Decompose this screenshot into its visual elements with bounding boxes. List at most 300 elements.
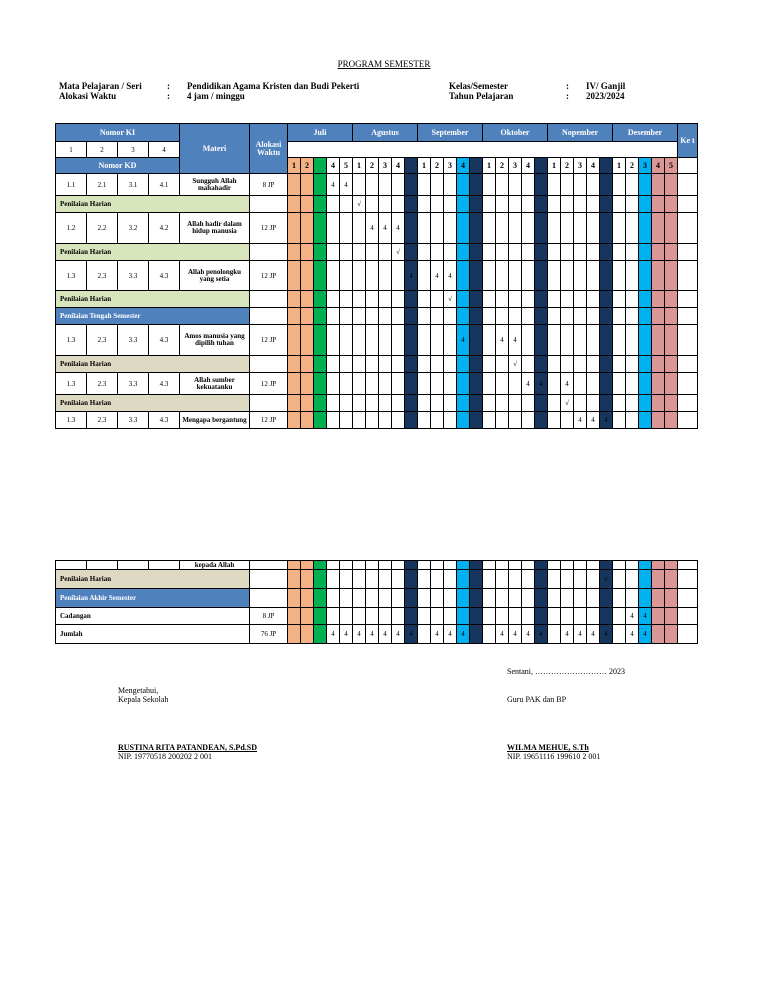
week-cell	[314, 174, 327, 196]
week-cell	[314, 589, 327, 608]
table-row	[56, 244, 698, 261]
week-cell	[340, 196, 353, 213]
kd-number: 3.3	[118, 412, 149, 429]
week-cell	[392, 412, 405, 429]
week-cell	[665, 625, 678, 644]
ki-number: 2	[87, 142, 118, 158]
week-cell	[548, 196, 561, 213]
ki-number: 3	[118, 142, 149, 158]
table-row	[56, 356, 698, 373]
week-cell	[405, 412, 418, 429]
week-cell	[548, 570, 561, 589]
week-cell	[314, 196, 327, 213]
week-cell	[483, 395, 496, 412]
week-cell	[587, 261, 600, 291]
kepala-sekolah-nip: NIP. 19770518 200202 2 001	[118, 752, 213, 761]
week-cell	[652, 213, 665, 244]
week-cell	[652, 395, 665, 412]
alokasi-cell	[250, 570, 288, 589]
kd-number: 4.3	[149, 261, 180, 291]
week-cell	[301, 196, 314, 213]
week-cell	[379, 196, 392, 213]
week-cell	[535, 325, 548, 356]
week-cell	[366, 561, 379, 570]
kelas-value: IV/ Ganjil	[586, 81, 626, 91]
alokasi-cell: 12 JP	[250, 261, 288, 291]
week-cell	[327, 308, 340, 325]
kd-number: 1.3	[56, 261, 87, 291]
week-cell	[405, 561, 418, 570]
week-cell	[587, 291, 600, 308]
week-cell	[587, 356, 600, 373]
week-cell: 4	[431, 625, 444, 644]
week-cell	[314, 244, 327, 261]
week-cell	[444, 589, 457, 608]
week-cell	[652, 244, 665, 261]
week-cell	[626, 356, 639, 373]
week-number: 2	[626, 158, 639, 174]
week-cell	[613, 325, 626, 356]
week-cell	[392, 261, 405, 291]
week-cell	[483, 261, 496, 291]
week-cell	[535, 356, 548, 373]
week-cell	[626, 291, 639, 308]
week-cell	[626, 561, 639, 570]
colon: :	[566, 81, 569, 91]
week-cell: 4	[600, 625, 613, 644]
week-cell	[340, 356, 353, 373]
kd-number: 4.3	[149, 412, 180, 429]
week-cell: 4	[327, 174, 340, 196]
ket-cell	[678, 244, 698, 261]
ket-cell	[678, 608, 698, 625]
week-cell	[561, 570, 574, 589]
week-cell: 4	[639, 625, 652, 644]
week-cell	[574, 308, 587, 325]
week-cell	[496, 570, 509, 589]
week-cell	[535, 291, 548, 308]
week-cell	[639, 213, 652, 244]
week-cell	[470, 244, 483, 261]
week-number: 2	[301, 158, 314, 174]
week-cell	[340, 570, 353, 589]
week-number: 4	[327, 158, 340, 174]
program-semester-table-continued	[55, 560, 698, 644]
week-cell	[418, 395, 431, 412]
week-cell	[613, 291, 626, 308]
kd-number: 1.2	[56, 213, 87, 244]
alokasi-label: Alokasi Waktu	[59, 91, 117, 101]
week-cell	[301, 373, 314, 395]
week-cell	[431, 196, 444, 213]
week-cell	[457, 244, 470, 261]
week-cell	[600, 308, 613, 325]
week-cell	[496, 261, 509, 291]
week-cell	[665, 291, 678, 308]
week-cell	[652, 625, 665, 644]
week-cell	[626, 174, 639, 196]
week-cell	[600, 608, 613, 625]
week-cell	[561, 589, 574, 608]
week-cell	[470, 608, 483, 625]
week-cell	[496, 608, 509, 625]
week-cell	[457, 373, 470, 395]
week-cell	[431, 395, 444, 412]
week-cell	[405, 291, 418, 308]
week-cell	[652, 174, 665, 196]
week-cell	[574, 174, 587, 196]
week-cell	[405, 589, 418, 608]
week-cell	[288, 196, 301, 213]
week-cell	[392, 395, 405, 412]
week-cell	[535, 589, 548, 608]
table-row	[56, 570, 698, 589]
week-cell	[327, 356, 340, 373]
week-cell	[548, 373, 561, 395]
week-cell	[496, 561, 509, 570]
week-cell	[665, 261, 678, 291]
week-cell	[314, 356, 327, 373]
week-cell: 4	[457, 625, 470, 644]
week-cell: 4	[392, 625, 405, 644]
week-cell	[392, 174, 405, 196]
week-cell	[353, 570, 366, 589]
week-cell	[561, 213, 574, 244]
week-cell	[548, 261, 561, 291]
week-cell	[444, 213, 457, 244]
week-cell	[600, 244, 613, 261]
week-cell	[418, 308, 431, 325]
week-cell	[483, 570, 496, 589]
week-cell	[639, 244, 652, 261]
colon: :	[566, 91, 569, 101]
week-cell	[574, 395, 587, 412]
week-cell: 4	[405, 261, 418, 291]
table-row	[56, 291, 698, 308]
month-header: Oktober	[483, 124, 548, 142]
week-cell	[340, 608, 353, 625]
week-cell	[548, 395, 561, 412]
materi-cell: kepada Allah	[180, 561, 250, 570]
week-cell	[522, 395, 535, 412]
week-cell	[431, 570, 444, 589]
week-cell	[288, 608, 301, 625]
week-cell: √	[392, 244, 405, 261]
ket-cell	[678, 291, 698, 308]
alokasi-value: 4 jam / minggu	[187, 91, 245, 101]
week-cell	[366, 196, 379, 213]
week-cell	[652, 356, 665, 373]
week-cell	[496, 213, 509, 244]
week-cell	[613, 395, 626, 412]
ket-header: Ke t	[678, 124, 698, 158]
week-cell	[327, 412, 340, 429]
week-cell	[600, 356, 613, 373]
kd-number: 2.3	[87, 325, 118, 356]
week-cell	[522, 291, 535, 308]
week-cell	[652, 373, 665, 395]
week-cell	[366, 570, 379, 589]
week-cell	[483, 196, 496, 213]
kd-number: 2.3	[87, 373, 118, 395]
week-number: 4	[457, 158, 470, 174]
week-cell	[444, 412, 457, 429]
month-header: Nopember	[548, 124, 613, 142]
week-cell	[431, 561, 444, 570]
week-cell	[470, 570, 483, 589]
week-cell	[327, 589, 340, 608]
week-cell	[444, 325, 457, 356]
week-cell	[405, 373, 418, 395]
week-cell	[418, 261, 431, 291]
week-cell	[574, 356, 587, 373]
week-cell	[379, 244, 392, 261]
alokasi-cell	[250, 561, 288, 570]
week-cell: 4	[457, 325, 470, 356]
mapel-label: Mata Pelajaran / Seri	[59, 81, 142, 91]
week-cell	[431, 174, 444, 196]
week-cell	[470, 291, 483, 308]
week-cell	[587, 395, 600, 412]
week-cell	[327, 325, 340, 356]
ket-cell	[678, 308, 698, 325]
table-row	[56, 325, 698, 356]
week-cell	[470, 373, 483, 395]
week-cell	[431, 308, 444, 325]
week-cell	[288, 561, 301, 570]
week-cell	[392, 291, 405, 308]
week-cell	[509, 608, 522, 625]
week-cell	[600, 213, 613, 244]
week-cell	[509, 308, 522, 325]
row-label: Penilaian Akhir Semester	[56, 589, 250, 608]
week-cell	[340, 325, 353, 356]
week-cell	[483, 308, 496, 325]
week-cell: 4	[340, 625, 353, 644]
week-cell	[392, 356, 405, 373]
week-cell: 4	[366, 625, 379, 644]
materi-cell: Amos manusia yang dipilih tuhan	[180, 325, 250, 356]
week-cell	[613, 608, 626, 625]
week-number: 2	[561, 158, 574, 174]
week-cell	[340, 395, 353, 412]
week-cell	[457, 412, 470, 429]
week-cell	[535, 213, 548, 244]
week-cell	[496, 373, 509, 395]
week-cell	[587, 196, 600, 213]
week-number: 2	[431, 158, 444, 174]
week-cell	[418, 213, 431, 244]
alokasi-cell: 12 JP	[250, 213, 288, 244]
week-cell: √	[600, 570, 613, 589]
week-cell	[561, 325, 574, 356]
week-cell	[457, 356, 470, 373]
week-cell	[327, 261, 340, 291]
week-cell	[665, 244, 678, 261]
week-cell	[301, 244, 314, 261]
week-cell	[509, 261, 522, 291]
alokasi-cell: 12 JP	[250, 412, 288, 429]
week-cell: √	[353, 196, 366, 213]
week-cell	[353, 589, 366, 608]
week-cell	[314, 308, 327, 325]
week-cell	[288, 308, 301, 325]
week-cell	[509, 395, 522, 412]
week-cell	[353, 308, 366, 325]
week-cell	[301, 589, 314, 608]
week-cell	[327, 608, 340, 625]
week-cell	[639, 356, 652, 373]
table-row	[56, 561, 698, 570]
table-row	[56, 213, 698, 244]
ket-cell	[678, 625, 698, 644]
week-cell	[639, 308, 652, 325]
week-cell: 4	[327, 625, 340, 644]
week-cell	[379, 325, 392, 356]
week-cell	[587, 174, 600, 196]
week-cell	[574, 325, 587, 356]
week-cell	[444, 244, 457, 261]
week-cell	[405, 356, 418, 373]
week-cell	[509, 373, 522, 395]
week-cell	[548, 174, 561, 196]
week-number: 4	[392, 158, 405, 174]
week-number: 4	[652, 158, 665, 174]
kd-number: 1.3	[56, 373, 87, 395]
week-cell	[301, 395, 314, 412]
week-cell	[457, 589, 470, 608]
week-cell	[496, 291, 509, 308]
kd-number: 3.3	[118, 325, 149, 356]
week-cell	[288, 291, 301, 308]
week-cell	[496, 412, 509, 429]
colon: :	[167, 81, 170, 91]
ket-cell	[678, 325, 698, 356]
week-cell	[418, 412, 431, 429]
week-cell	[470, 174, 483, 196]
week-cell	[574, 570, 587, 589]
week-cell: 4	[509, 625, 522, 644]
tahun-value: 2023/2024	[586, 91, 625, 101]
week-cell	[574, 373, 587, 395]
week-cell	[639, 261, 652, 291]
week-cell	[613, 625, 626, 644]
week-cell: 4	[574, 625, 587, 644]
kd-number: 3.3	[118, 373, 149, 395]
kd-number: 1.3	[56, 325, 87, 356]
week-cell	[405, 325, 418, 356]
week-cell	[548, 625, 561, 644]
week-cell	[340, 244, 353, 261]
week-cell	[639, 412, 652, 429]
week-cell: 4	[496, 325, 509, 356]
week-cell	[470, 196, 483, 213]
ket-cell	[678, 412, 698, 429]
week-cell	[353, 174, 366, 196]
week-number: 1	[483, 158, 496, 174]
week-cell	[535, 608, 548, 625]
week-cell	[587, 589, 600, 608]
week-cell	[444, 196, 457, 213]
week-cell	[548, 213, 561, 244]
week-cell	[366, 608, 379, 625]
month-header: Agustus	[353, 124, 418, 142]
week-cell	[353, 356, 366, 373]
week-cell	[379, 589, 392, 608]
table-row	[56, 261, 698, 291]
week-cell	[483, 373, 496, 395]
week-cell	[561, 196, 574, 213]
week-cell	[613, 373, 626, 395]
week-cell	[444, 570, 457, 589]
week-cell	[626, 570, 639, 589]
ket-cell	[678, 174, 698, 196]
week-cell: 4	[600, 412, 613, 429]
ket-cell	[678, 561, 698, 570]
row-label: Penilaian Harian	[56, 570, 250, 589]
week-cell	[600, 325, 613, 356]
week-cell	[587, 213, 600, 244]
colon: :	[167, 91, 170, 101]
guru-title: Guru PAK dan BP	[507, 695, 567, 704]
week-cell	[535, 196, 548, 213]
week-cell	[483, 213, 496, 244]
kelas-label: Kelas/Semester	[449, 81, 508, 91]
week-cell	[431, 325, 444, 356]
ket-cell	[678, 158, 698, 174]
week-cell	[535, 395, 548, 412]
kd-number: 4.3	[149, 325, 180, 356]
week-cell	[353, 412, 366, 429]
week-cell	[561, 356, 574, 373]
ket-cell	[678, 261, 698, 291]
week-cell	[652, 570, 665, 589]
week-cell	[574, 213, 587, 244]
row-label: Cadangan	[56, 608, 250, 625]
place-date: Sentani, ……………………… 2023	[507, 667, 625, 676]
week-cell	[457, 608, 470, 625]
week-cell	[561, 174, 574, 196]
week-cell	[288, 261, 301, 291]
week-cell	[639, 589, 652, 608]
week-cell	[522, 412, 535, 429]
week-cell	[392, 373, 405, 395]
alokasi-cell	[250, 356, 288, 373]
kd-number: 3.3	[118, 261, 149, 291]
week-cell	[353, 395, 366, 412]
month-header: September	[418, 124, 483, 142]
week-cell: 4	[366, 213, 379, 244]
week-cell	[483, 291, 496, 308]
week-cell	[587, 325, 600, 356]
alokasi-cell: 8 JP	[250, 608, 288, 625]
week-cell	[288, 325, 301, 356]
week-cell	[600, 589, 613, 608]
ket-cell	[678, 589, 698, 608]
week-cell	[457, 570, 470, 589]
week-cell	[418, 325, 431, 356]
week-cell	[288, 395, 301, 412]
week-cell	[366, 174, 379, 196]
week-cell	[366, 373, 379, 395]
week-cell	[457, 291, 470, 308]
alokasi-cell: 8 JP	[250, 174, 288, 196]
week-cell	[418, 570, 431, 589]
week-cell	[444, 395, 457, 412]
week-cell	[626, 213, 639, 244]
week-cell	[418, 356, 431, 373]
week-cell	[509, 174, 522, 196]
